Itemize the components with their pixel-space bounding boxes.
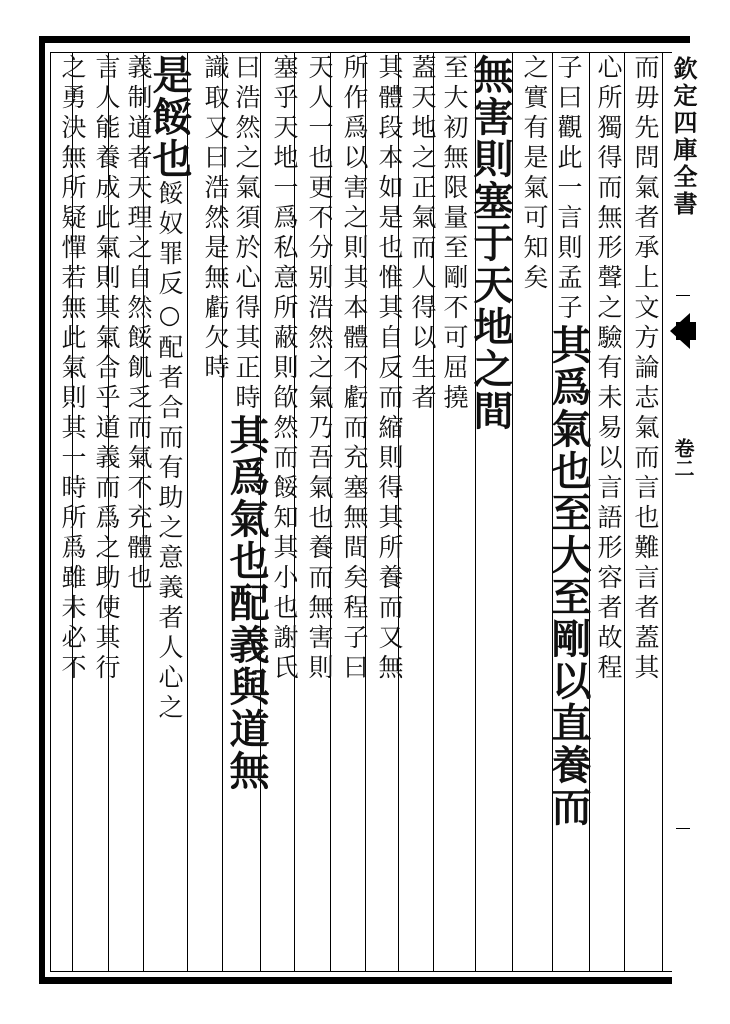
- spine-divider: [676, 828, 690, 829]
- column-rule: [50, 52, 51, 972]
- main-text: 是餒也: [146, 54, 193, 180]
- text-column: [369, 54, 409, 970]
- text-column: [514, 54, 554, 970]
- volume-label: 卷二: [671, 438, 695, 478]
- text-column: [545, 54, 592, 970]
- commentary-text: 之勇決無所疑憚若無此氣則其一時所爲雖未必不: [58, 54, 87, 684]
- text-column: [467, 54, 514, 970]
- commentary-text: 塞乎天地一爲私意所蔽則欿然而餒知其小也謝氏: [270, 54, 299, 684]
- commentary-text: 心所獨得而無形聲之驗有未易以言語形容者故程: [594, 54, 623, 684]
- text-column: [625, 54, 665, 970]
- commentary-text: 曰浩然之氣須於心得其正時: [232, 54, 261, 414]
- commentary-text: 之實有是氣可知矣: [520, 54, 549, 294]
- commentary-text: 天人一也更不分别浩然之氣乃吾氣也養而無害則: [305, 54, 334, 684]
- commentary-text: 至大初無限量至剛不可屈撓: [440, 54, 469, 414]
- commentary-text: 所作爲以害之則其本體不虧而充塞無間矣程子曰: [340, 54, 369, 684]
- text-column: [588, 54, 628, 970]
- commentary-text: 其體段本如是也惟其自反而縮則得其所養而又無: [375, 54, 404, 684]
- commentary-text: 蓋天地之正氣而人得以生者: [408, 54, 437, 414]
- book-title: 欽定四庫全書: [669, 56, 698, 218]
- spine-divider: [676, 295, 690, 296]
- commentary-text: 言人能養成此氣則其氣合乎道義而爲之助使其行: [92, 54, 121, 684]
- text-column: [86, 54, 126, 970]
- commentary-text: 餒奴罪反○配者合而有助之意義者人心之: [155, 180, 184, 724]
- fishtail-bar: [676, 322, 696, 340]
- text-column: [334, 54, 374, 970]
- text-column: [195, 54, 235, 970]
- commentary-text: 識取又曰浩然是無虧欠時: [201, 54, 230, 384]
- main-text: 無害則塞于天地之間: [467, 54, 514, 432]
- commentary-text: 而毋先問氣者承上文方論志氣而言也難言者蓋其: [631, 54, 660, 684]
- commentary-text: 子曰觀此一言則孟子: [554, 54, 583, 324]
- text-column: [52, 54, 92, 970]
- main-text: 其爲氣也至大至剛以直養而: [545, 324, 592, 828]
- text-column: [264, 54, 304, 970]
- text-column: [299, 54, 339, 970]
- main-text: 其爲氣也配義與道無: [223, 414, 270, 792]
- commentary-text: 義制道者天理之自然餒飢乏而氣不充體也: [124, 54, 153, 594]
